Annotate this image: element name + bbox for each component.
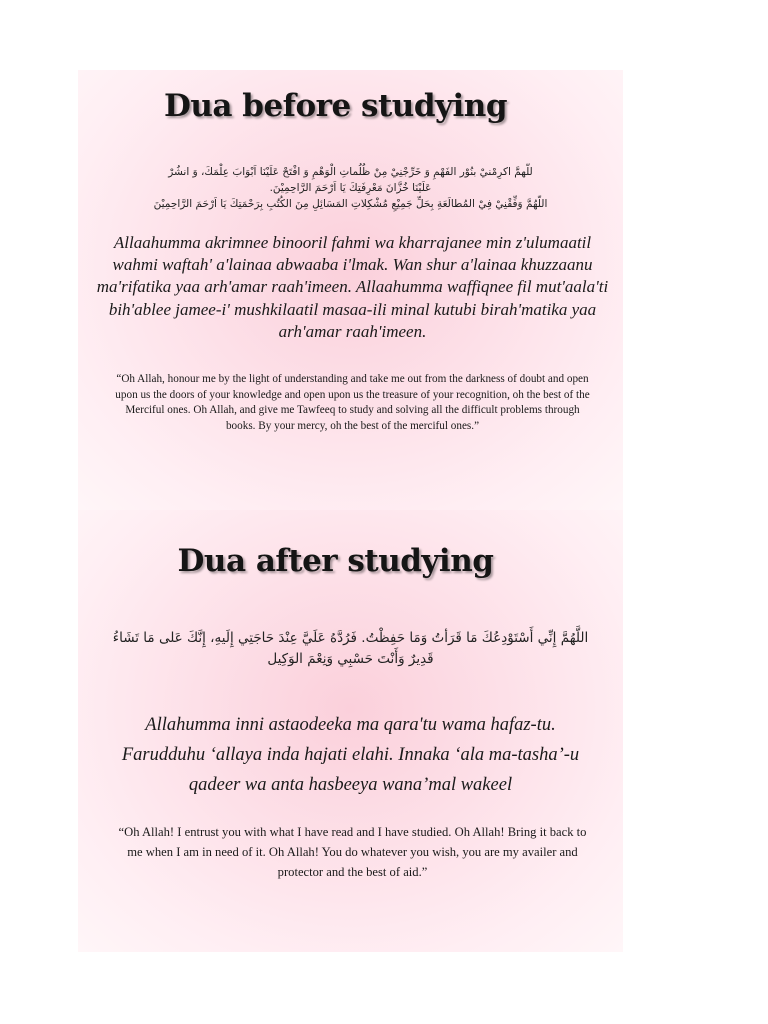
arabic-text <box>108 628 593 670</box>
dua-before-studying-card <box>78 70 623 510</box>
dua-after-studying-card <box>78 510 623 952</box>
arabic-line: قَدِيرٌ وَأَنْتَ حَسْبِي وَنِعْمَ الوَكِيل <box>267 651 434 667</box>
section-title: Dua after studying <box>177 543 494 579</box>
transliteration-text: Allaahumma akrimnee binooril fahmi wa kharrajanee min z'ulumaatil wahmi waftah' a'lainaa abwaaba i'lmak. Wan shur a'lainaa khuzzaanu ma'rifatika yaa arh'amar raah'imeen. Allaahumma waffiqnee fil mut'aala'ti bih'ablee jamee-i' mushkilaatil masaa-ili minal kutubi birah'matika yaa arh'amar raah'imeen. <box>96 233 609 341</box>
arabic-line: اللَّهُمَّ إِنِّي أَسْتَوْدِعُكَ مَا قَرَأتُ وَمَا حَفِظْتُ. فَرُدَّهُ عَلَيَّ عِنْدَ حَاجَتِي إِلَيهِ، إِنَّكَ عَلى مَا تَشَاءُ <box>112 630 589 646</box>
arabic-line: عَلَيْنَا خُزَّانَ مَعْرِفَتِكَ يَا اَرْحَمَ الرَّاحِمِيْنَ. <box>269 182 432 194</box>
translation-text: “Oh Allah, honour me by the light of understanding and take me out from the darkness of doubt and open upon us the doors of your knowledge and open upon us the treasure of your recognition, oh the best of the Merciful ones. Oh Allah, and give me Tawfeeq to study and solving all the difficult problems through books. By your mercy, oh the best of the merciful ones.” <box>115 373 590 432</box>
transliteration-text: Allahumma inni astaodeeka ma qara'tu wama hafaz-tu. Farudduhu ‘allaya inda hajati elahi. Innaka ‘ala ma-tasha’-u qadeer wa anta hasbeeya wana’mal wakeel <box>121 715 580 795</box>
translation-text: “Oh Allah! I entrust you with what I have read and I have studied. Oh Allah! Bring it back to me when I am in need of it. Oh Allah! You do whatever you wish, you are my availer and protector and the best of aid.” <box>118 825 587 879</box>
section-title: Dua before studying <box>163 88 508 124</box>
arabic-line: اللّهُمَّ وَفِّقْنِيْ فِيْ المُطالَعَةِ بِحَلِّ جَمِيْعِ مُشْكِلاتِ المَسَائِلِ مِنَ الكُتُبِ بِرَحْمَتِكَ يَا اَرْحَمَ الرَّاحِمِيْنَ <box>153 198 548 210</box>
arabic-line: للّهمَّ اكرِمْنيْ بنُوْر الفَهْمِ وَ خَرِّجْنِيْ مِنْ ظُلُماتِ الْوَهْمِ وَ افْتَحْ عَلَيْنَا اَبْوَابَ عِلْمَكَ، وَ انشُرْ <box>168 166 533 178</box>
arabic-text <box>108 164 593 212</box>
